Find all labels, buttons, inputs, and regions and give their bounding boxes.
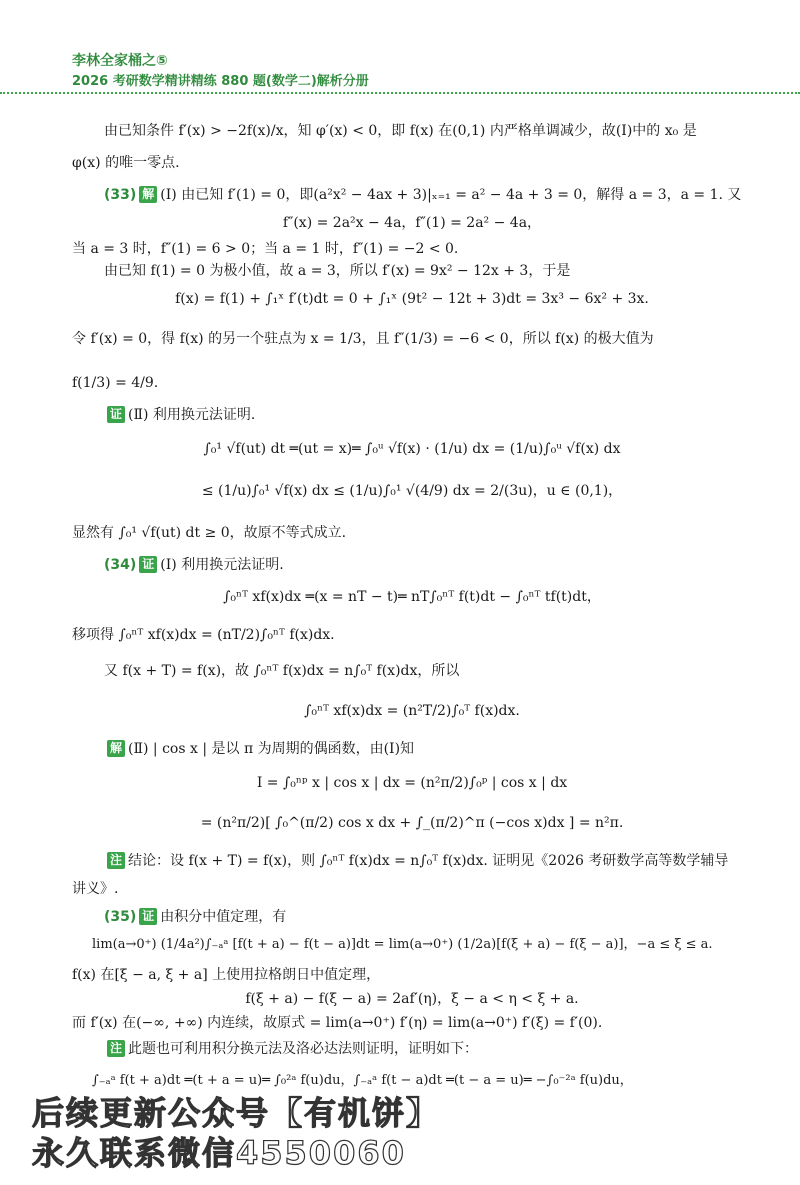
text-line: 结论：设 f(x + T) = f(x)，则 ∫₀ⁿᵀ f(x)dx = n∫₀ᵀ f(x)dx. 证明见《2026 考研数学高等数学辅导	[128, 853, 729, 869]
formula-line: = (n²π/2)[ ∫₀^(π/2) cos x dx + ∫_(π/2)^π (−cos x)dx ] = n²π.	[200, 815, 624, 831]
formula-line: f(ξ + a) − f(ξ − a) = 2af′(η)，ξ − a < η < ξ + a.	[245, 991, 579, 1007]
formula-line: ∫₀ⁿᵀ xf(x)dx = (n²T/2)∫₀ᵀ f(x)dx.	[304, 703, 520, 719]
solution-tag: 解	[107, 740, 125, 757]
note-2	[104, 1038, 478, 1060]
text-line: (Ⅱ) 利用换元法证明.	[128, 407, 256, 423]
problem-number: (34)	[104, 557, 137, 573]
note-tag: 注	[107, 852, 125, 869]
problem-number: (33)	[104, 187, 137, 203]
note-tag: 注	[107, 1040, 125, 1057]
text-line: 又 f(x + T) = f(x)，故 ∫₀ⁿᵀ f(x)dx = n∫₀ᵀ f(x)dx，所以	[104, 663, 460, 679]
text-line: f(x) 在[ξ − a, ξ + a] 上使用拉格朗日中值定理，	[72, 967, 381, 983]
solution-2-start	[104, 738, 414, 760]
solution-tag: 解	[139, 186, 157, 203]
formula-line: I = ∫₀ⁿᵖ x | cos x | dx = (n²π/2)∫₀ᵖ | cos x | dx	[256, 775, 568, 791]
formula-line: lim(a→0⁺) (1/4a²)∫₋ₐᵃ [f(t + a) − f(t − a)]dt = lim(a→0⁺) (1/2a)[f(ξ + a) − f(ξ − a)]，−a ≤ ξ ≤ a.	[92, 937, 713, 952]
problem-33-start	[104, 184, 741, 206]
page-header	[0, 0, 800, 96]
text-line: 令 f′(x) = 0，得 f(x) 的另一个驻点为 x = 1/3，且 f″(1/3) = −6 < 0，所以 f(x) 的极大值为	[72, 331, 654, 347]
text-line: 显然有 ∫₀¹ √f(ut) dt ≥ 0，故原不等式成立.	[72, 525, 347, 541]
text-line: (Ⅰ) 由已知 f′(1) = 0，即(a²x² − 4ax + 3)|ₓ₌₁ = a² − 4a + 3 = 0，解得 a = 3，a = 1. 又	[160, 187, 742, 203]
text-line: 由积分中值定理，有	[160, 909, 287, 925]
proof-2-start	[104, 404, 255, 426]
text-line: φ(x) 的唯一零点.	[72, 155, 180, 171]
formula-line: f″(x) = 2a²x − 4a，f″(1) = 2a² − 4a，	[282, 215, 542, 231]
book-title: 2026 考研数学精讲精练 880 题(数学二)解析分册	[72, 74, 369, 89]
text-line: f(1/3) = 4/9.	[72, 375, 159, 391]
text-line: (Ⅱ) | cos x | 是以 π 为周期的偶函数，由(Ⅰ)知	[128, 741, 415, 757]
watermark-line-2: 永久联系微信4550060	[32, 1134, 406, 1172]
proof-tag: 证	[139, 908, 157, 925]
problem-34-start	[104, 554, 284, 576]
text-line: 由已知条件 f′(x) > −2f(x)/x，知 φ′(x) < 0，即 f(x) 在(0,1) 内严格单调减少，故(Ⅰ)中的 x₀ 是	[104, 123, 697, 139]
text-line: 而 f′(x) 在(−∞, +∞) 内连续，故原式 = lim(a→0⁺) f′(η) = lim(a→0⁺) f′(ξ) = f′(0).	[72, 1015, 603, 1031]
proof-tag: 证	[107, 406, 125, 423]
header-dotted-rule	[0, 92, 800, 94]
text-line: 移项得 ∫₀ⁿᵀ xf(x)dx = (nT/2)∫₀ⁿᵀ f(x)dx.	[72, 627, 335, 643]
formula-line: ≤ (1/u)∫₀¹ √f(x) dx ≤ (1/u)∫₀¹ √(4/9) dx = 2/(3u)，u ∈ (0,1)，	[201, 483, 623, 499]
problem-number: (35)	[104, 909, 137, 925]
series-title: 李林全家桶之⑤	[72, 53, 168, 69]
text-line: (Ⅰ) 利用换元法证明.	[160, 557, 284, 573]
text-line: 当 a = 3 时，f″(1) = 6 > 0；当 a = 1 时，f″(1) = −2 < 0.	[72, 241, 459, 257]
text-line: 此题也可利用积分换元法及洛必达法则证明，证明如下：	[128, 1041, 479, 1057]
formula-line: ∫₀¹ √f(ut) dt ═(ut = x)═ ∫₀ᵘ √f(x) · (1/u) dx = (1/u)∫₀ᵘ √f(x) dx	[203, 441, 621, 457]
problem-35-start	[104, 906, 286, 928]
note-1	[104, 850, 728, 872]
formula-line: f(x) = f(1) + ∫₁ˣ f′(t)dt = 0 + ∫₁ˣ (9t² − 12t + 3)dt = 3x³ − 6x² + 3x.	[175, 291, 649, 307]
text-line: 讲义》.	[72, 881, 119, 897]
formula-line: ∫₋ₐᵃ f(t + a)dt ═(t + a = u)═ ∫₀²ᵃ f(u)du，∫₋ₐᵃ f(t − a)dt ═(t − a = u)═ −∫₀⁻²ᵃ f(u)du，	[92, 1073, 633, 1088]
proof-tag: 证	[139, 556, 157, 573]
text-line: 由已知 f(1) = 0 为极小值，故 a = 3，所以 f′(x) = 9x² − 12x + 3，于是	[104, 263, 571, 279]
watermark-line-1: 后续更新公众号【有机饼】	[32, 1094, 441, 1132]
formula-line: ∫₀ⁿᵀ xf(x)dx ═(x = nT − t)═ nT∫₀ⁿᵀ f(t)dt − ∫₀ⁿᵀ tf(t)dt，	[223, 589, 601, 605]
